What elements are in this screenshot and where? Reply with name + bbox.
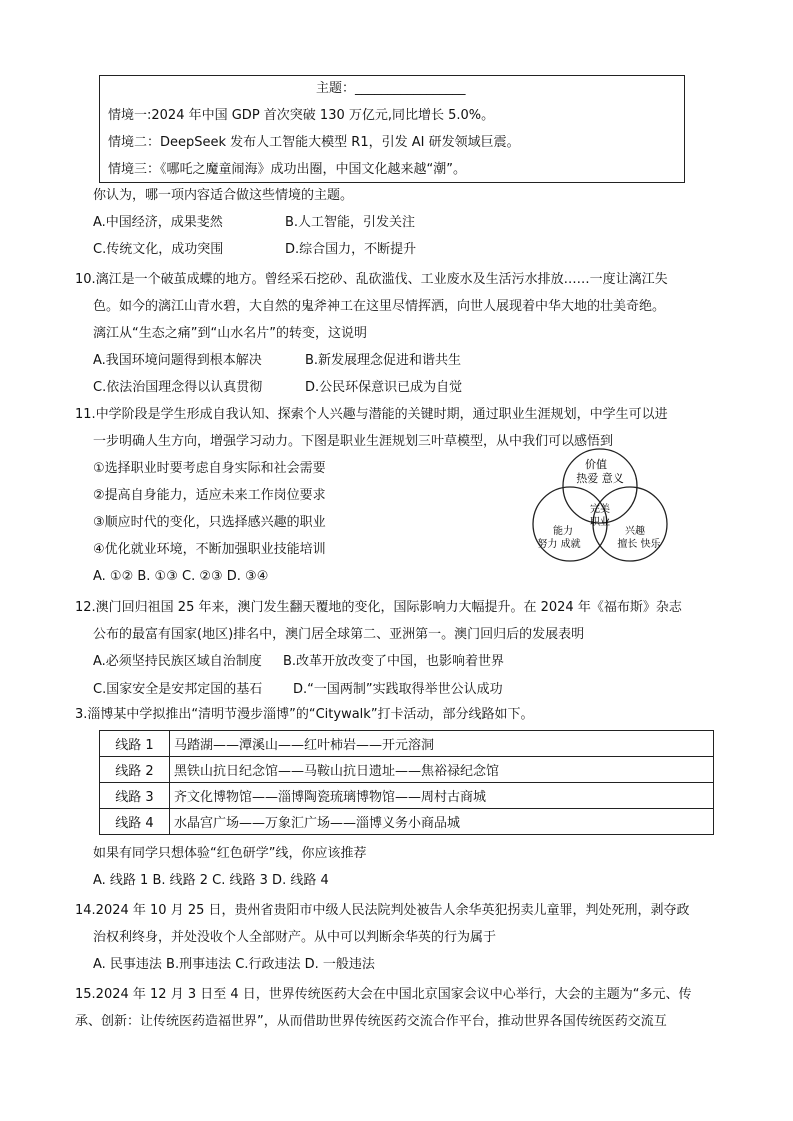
q10-option-a: A.我国环境问题得到根本解决 bbox=[93, 353, 262, 368]
q11-item-4: ④优化就业环境，不断加强职业技能培训 bbox=[93, 542, 326, 557]
table-row bbox=[100, 731, 714, 757]
q11-item-3: ③顺应时代的变化，只选择感兴趣的职业 bbox=[93, 515, 326, 530]
q14-line-1: 14.2024 年 10 月 25 日，贵州省贵阳市中级人民法院判处被告人余华英犯拐卖儿童罪，判处死刑，剥夺政 bbox=[75, 903, 690, 918]
table-row bbox=[100, 809, 714, 835]
q11-line-1: 11.中学阶段是学生形成自我认知、探索个人兴趣与潜能的关键时期，通过职业生涯规划，中学生可以进 bbox=[75, 407, 668, 422]
q9-option-a: A.中国经济，成果斐然 bbox=[93, 215, 223, 230]
scenario-3: 情境三：《哪吒之魔童闹海》成功出圈，中国文化越来越“潮”。 bbox=[108, 162, 466, 177]
left-label-1: 能力 bbox=[553, 526, 573, 537]
box-title: 主题：_________________ bbox=[316, 81, 466, 96]
route-name: 线路 3 bbox=[100, 783, 170, 809]
q13-question: 如果有同学只想体验“红色研学”线，你应该推荐 bbox=[93, 846, 367, 861]
q9-question: 你认为，哪一项内容适合做这些情境的主题。 bbox=[93, 188, 354, 203]
table-row bbox=[100, 757, 714, 783]
q15-line-1: 15.2024 年 12 月 3 日至 4 日，世界传统医药大会在中国北京国家会议中心举行，大会的主题为“多元、传 bbox=[75, 987, 692, 1002]
route-name: 线路 4 bbox=[100, 809, 170, 835]
scenario-box bbox=[99, 75, 685, 183]
q15-line-2: 承、创新：让传统医药造福世界”，从而借助世界传统医药交流合作平台，推动世界各国传统医药交流互 bbox=[75, 1014, 667, 1029]
q11-options: A. ①② B. ①③ C. ②③ D. ③④ bbox=[93, 569, 269, 584]
center-label-1: 完美 bbox=[590, 504, 610, 515]
q9-option-c: C.传统文化，成功突围 bbox=[93, 242, 224, 257]
route-path: 黑铁山抗日纪念馆——马鞍山抗日遗址——焦裕禄纪念馆 bbox=[170, 757, 714, 783]
route-path: 齐文化博物馆——淄博陶瓷琉璃博物馆——周村古商城 bbox=[170, 783, 714, 809]
clover-diagram bbox=[525, 446, 675, 564]
q12-line-2: 公布的最富有国家(地区)排名中，澳门居全球第二、亚洲第一。澳门回归后的发展表明 bbox=[93, 627, 585, 642]
left-label-2: 努力 成就 bbox=[537, 539, 581, 550]
q10-line-3: 漓江从“生态之痛”到“山水名片”的转变，这说明 bbox=[93, 326, 367, 341]
q10-option-c: C.依法治国理念得以认真贯彻 bbox=[93, 380, 263, 395]
table-row bbox=[100, 783, 714, 809]
route-path: 马踏湖——潭溪山——红叶柿岩——开元溶洞 bbox=[170, 731, 714, 757]
q10-option-b: B.新发展理念促进和谐共生 bbox=[305, 353, 462, 368]
top-label-2: 热爱 意义 bbox=[576, 472, 624, 485]
route-name: 线路 1 bbox=[100, 731, 170, 757]
q12-option-d: D.“一国两制”实践取得举世公认成功 bbox=[293, 682, 503, 697]
q12-option-c: C.国家安全是安邦定国的基石 bbox=[93, 682, 263, 697]
q13-options: A. 线路 1 B. 线路 2 C. 线路 3 D. 线路 4 bbox=[93, 873, 329, 888]
route-name: 线路 2 bbox=[100, 757, 170, 783]
q10-option-d: D.公民环保意识已成为自觉 bbox=[305, 380, 463, 395]
q9-option-d: D.综合国力，不断提升 bbox=[285, 242, 417, 257]
q11-line-2: 一步明确人生方向，增强学习动力。下图是职业生涯规划三叶草模型，从中我们可以感悟到 bbox=[93, 434, 614, 449]
route-path: 水晶宫广场——万象汇广场——淄博义务小商品城 bbox=[170, 809, 714, 835]
q10-line-1: 10.漓江是一个破茧成蝶的地方。曾经采石挖砂、乱砍滥伐、工业废水及生活污水排放……一度让漓江失 bbox=[75, 272, 668, 287]
q12-option-b: B.改革开放改变了中国，也影响着世界 bbox=[283, 654, 505, 669]
scenario-2: 情境二：DeepSeek 发布人工智能大模型 R1，引发 AI 研发领域巨震。 bbox=[108, 135, 520, 150]
top-label-1: 价值 bbox=[585, 458, 607, 471]
right-label-2: 擅长 快乐 bbox=[617, 539, 661, 550]
scenario-1: 情境一:2024 年中国 GDP 首次突破 130 万亿元,同比增长 5.0%。 bbox=[108, 108, 495, 123]
q12-line-1: 12.澳门回归祖国 25 年来，澳门发生翻天覆地的变化，国际影响力大幅提升。在 2024 年《福布斯》杂志 bbox=[75, 600, 682, 615]
q14-options: A. 民事违法 B.刑事违法 C.行政违法 D. 一般违法 bbox=[93, 957, 375, 972]
center-label-2: 职业 bbox=[590, 517, 610, 528]
q10-line-2: 色。如今的漓江山青水碧，大自然的鬼斧神工在这里尽情挥洒，向世人展现着中华大地的壮美奇绝。 bbox=[93, 299, 666, 314]
q11-item-2: ②提高自身能力，适应未来工作岗位要求 bbox=[93, 488, 326, 503]
q14-line-2: 治权利终身，并处没收个人全部财产。从中可以判断余华英的行为属于 bbox=[93, 930, 497, 945]
right-label-1: 兴趣 bbox=[625, 526, 645, 537]
routes-table bbox=[99, 730, 714, 835]
q9-option-b: B.人工智能，引发关注 bbox=[285, 215, 416, 230]
q11-item-1: ①选择职业时要考虑自身实际和社会需要 bbox=[93, 461, 326, 476]
q12-option-a: A.必须坚持民族区域自治制度 bbox=[93, 654, 262, 669]
q13-line-1: 3.淄博某中学拟推出“清明节漫步淄博”的“Citywalk”打卡活动，部分线路如下。 bbox=[75, 707, 534, 722]
